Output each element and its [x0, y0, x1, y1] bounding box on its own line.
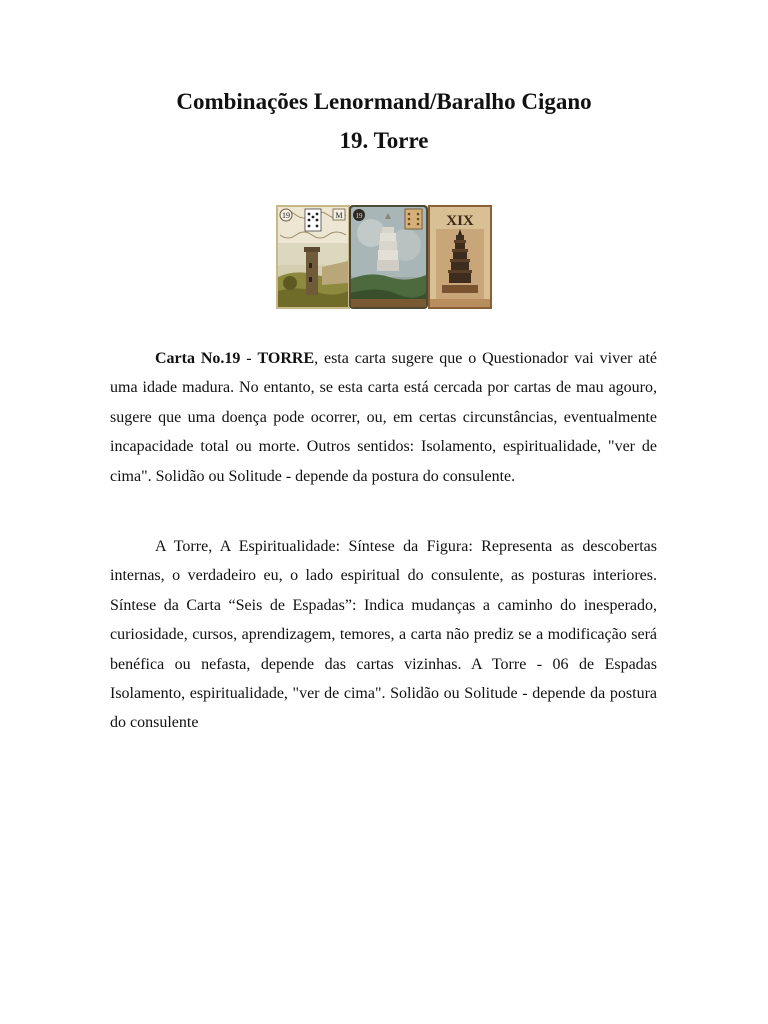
paragraph-carta-19: [110, 344, 657, 491]
document-title: Combinações Lenormand/Baralho Cigano: [176, 89, 592, 114]
tarot-numeral: XIX: [446, 213, 474, 229]
lenormand-card-art: [276, 205, 350, 309]
document-subtitle: 19. Torre: [339, 128, 429, 153]
paragraph2-text: A Torre, A Espiritualidade: Síntese da Figura: Representa as descobertas internas, o verdadeiro eu, o lado espiritual do consulente, as posturas interiores. Síntese da Carta “Seis de Espadas”: Indica mudanças a caminho do inesperado, curiosidade, cursos, aprendizagem, temores, a carta não prediz se a modificação será benéfica ou nefasta, depende das cartas vizinhas. A Torre - 06 de Espadas Isolamento, espiritualidade, "ver de cima". Solidão ou Solitude - depende da postura do consulente: [110, 538, 657, 732]
paragraph1-text: , esta carta sugere que o Questionador vai viver até uma idade madura. No entanto, se esta carta está cercada por cartas de mau agouro, sugere que uma doença pode ocorrer, ou, em certas circunstâncias, eventualmente incapacidade total ou morte. Outros sentidos: Isolamento, espiritualidade, "ver de cima". Solidão ou Solitude - depende da postura do consulente.: [110, 350, 658, 485]
lead-separator: -: [240, 350, 258, 367]
lenormand-tower-card: [276, 205, 350, 309]
paragraph-a-torre: [110, 532, 657, 738]
cigano-tower-card: [349, 205, 428, 309]
tarot-tower-card: [428, 205, 492, 309]
cigano-number: 19: [355, 212, 363, 220]
card-keyword: TORRE: [257, 350, 315, 367]
tarot-card-art: [428, 205, 492, 309]
lenormand-corner-letter: M: [335, 211, 343, 220]
card-lead: Carta No.19: [155, 350, 241, 367]
cigano-card-art: [349, 205, 428, 309]
tower-cards-image: [276, 205, 492, 309]
lenormand-number: 19: [282, 211, 290, 220]
